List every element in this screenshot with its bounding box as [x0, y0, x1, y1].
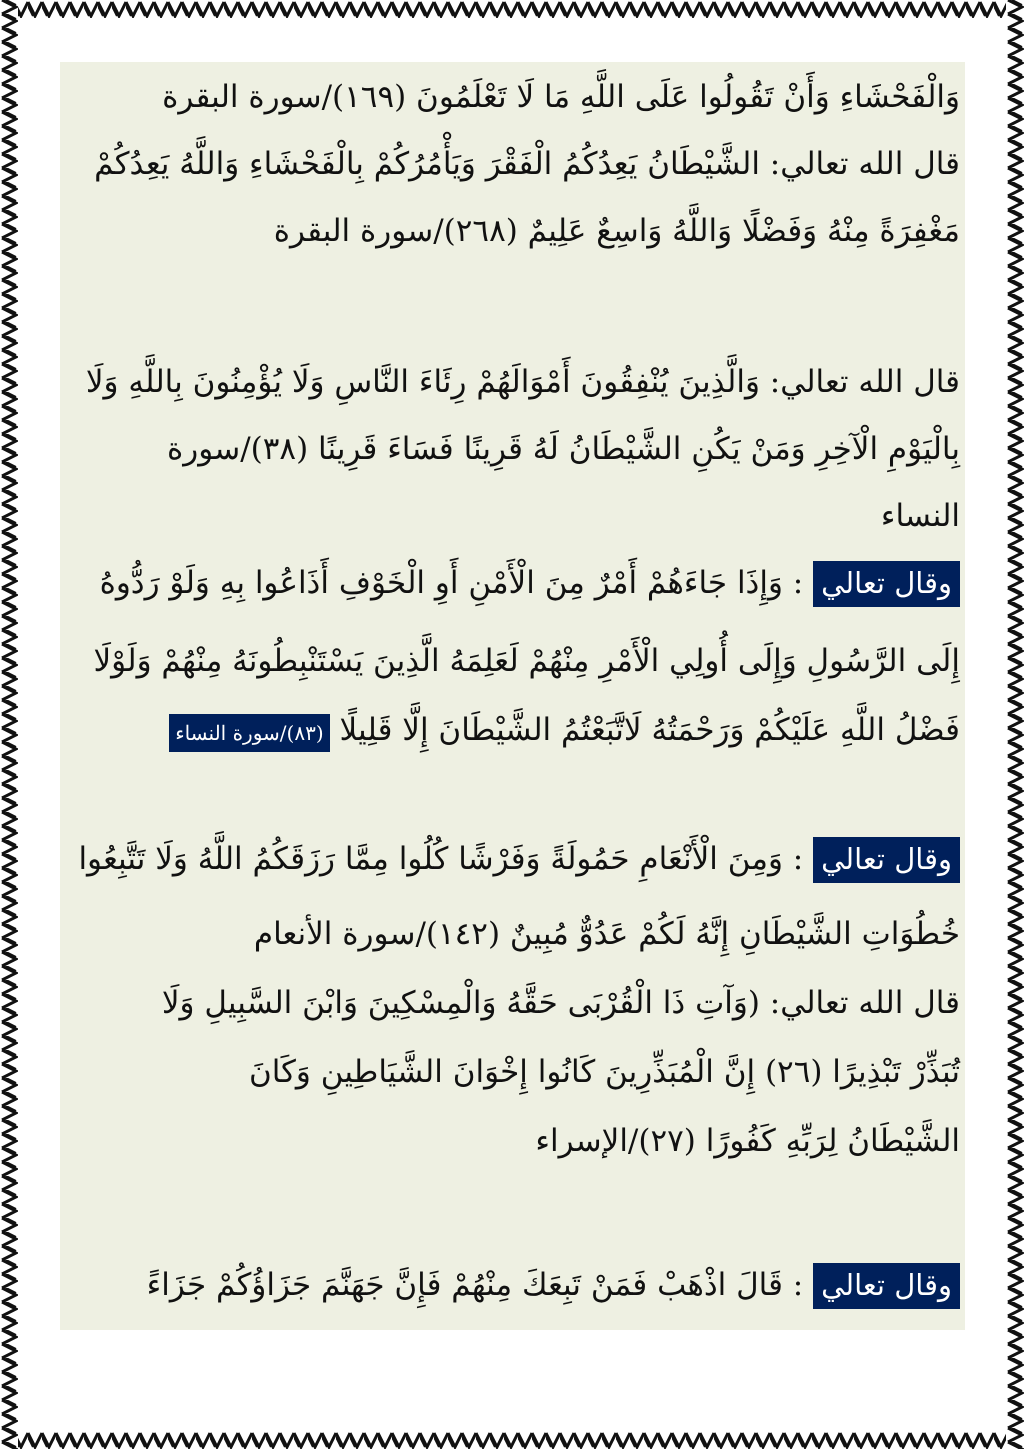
verse-text: قال الله تعالي: وَالَّذِينَ يُنْفِقُونَ أَمْوَالَهُمْ رِئَاءَ النَّاسِ وَلَا يُؤْمِنُونَ بِاللَّهِ وَلَا	[85, 364, 960, 400]
verse-line-15	[147, 1260, 960, 1310]
border-top-decoration	[0, 0, 1024, 18]
verse-text: خُطُوَاتِ الشَّيْطَانِ إِنَّهُ لَكُمْ عَدُوٌّ مُبِينٌ (١٤٢)/سورة الأنعام	[253, 916, 960, 952]
verse-text: مَغْفِرَةً مِنْهُ وَفَضْلًا وَاللَّهُ وَاسِعٌ عَلِيمٌ (٢٦٨)/سورة البقرة	[273, 213, 960, 249]
verse-line-2	[94, 139, 960, 189]
verse-line-9	[169, 705, 960, 755]
verse-line-1	[162, 72, 960, 122]
border-right-decoration	[1006, 0, 1024, 1449]
verse-line-10	[78, 834, 960, 884]
verse-text: فَضْلُ اللَّهِ عَلَيْكُمْ وَرَحْمَتُهُ لَاتَّبَعْتُمُ الشَّيْطَانَ إِلَّا قَلِيلًا	[329, 712, 960, 748]
verse-text: تُبَذِّرْ تَبْذِيرًا (٢٦) إِنَّ الْمُبَذِّرِينَ كَانُوا إِخْوَانَ الشَّيَاطِينِ وَكَانَ	[248, 1054, 960, 1090]
verse-line-3	[274, 206, 960, 256]
border-bottom-decoration	[0, 1431, 1024, 1449]
verse-text: الشَّيْطَانُ لِرَبِّهِ كَفُورًا (٢٧)/الإسراء	[535, 1123, 960, 1159]
verse-text: : وَإِذَا جَاءَهُمْ أَمْرٌ مِنَ الْأَمْنِ أَوِ الْخَوْفِ أَذَاعُوا بِهِ وَلَوْ رَدُّوهُ	[99, 565, 814, 601]
verse-line-4	[86, 357, 960, 407]
highlight-label: وقال تعالي	[813, 837, 960, 883]
verse-line-7	[100, 558, 960, 608]
verse-line-6	[881, 491, 960, 541]
verse-line-8	[93, 636, 960, 686]
verse-line-11	[254, 909, 960, 959]
verse-line-14	[535, 1116, 960, 1166]
verse-text: : قَالَ اذْهَبْ فَمَنْ تَبِعَكَ مِنْهُمْ فَإِنَّ جَهَنَّمَ جَزَاؤُكُمْ جَزَاءً	[146, 1267, 814, 1303]
verse-line-13	[249, 1047, 960, 1097]
surah-reference-box: (٨٣)/سورة النساء	[169, 714, 329, 752]
verse-text: إِلَى الرَّسُولِ وَإِلَى أُولِي الْأَمْرِ مِنْهُمْ لَعَلِمَهُ الَّذِينَ يَسْتَنْبِطُونَهُ مِنْهُمْ وَلَوْلَا	[93, 643, 960, 679]
verse-text: قال الله تعالي: (وَآتِ ذَا الْقُرْبَى حَقَّهُ وَالْمِسْكِينَ وَابْنَ السَّبِيلِ وَلَا	[161, 985, 960, 1021]
verse-text: بِالْيَوْمِ الْآخِرِ وَمَنْ يَكُنِ الشَّيْطَانُ لَهُ قَرِينًا فَسَاءَ قَرِينًا (٣٨)/سورة	[167, 431, 960, 467]
border-left-decoration	[0, 0, 18, 1449]
highlight-label: وقال تعالي	[813, 561, 960, 607]
verse-text: النساء	[880, 498, 960, 534]
verse-text: : وَمِنَ الْأَنْعَامِ حَمُولَةً وَفَرْشًا كُلُوا مِمَّا رَزَقَكُمُ اللَّهُ وَلَا تَتَّبِعُوا	[78, 841, 814, 877]
highlight-label: وقال تعالي	[813, 1263, 960, 1309]
verse-text: وَالْفَحْشَاءِ وَأَنْ تَقُولُوا عَلَى اللَّهِ مَا لَا تَعْلَمُونَ (١٦٩)/سورة البقرة	[162, 79, 960, 115]
verse-text: قال الله تعالي: الشَّيْطَانُ يَعِدُكُمُ الْفَقْرَ وَيَأْمُرُكُمْ بِالْفَحْشَاءِ وَاللَّهُ يَعِدُكُمْ	[94, 146, 960, 182]
verse-line-5	[167, 424, 960, 474]
verse-line-12	[162, 978, 960, 1028]
